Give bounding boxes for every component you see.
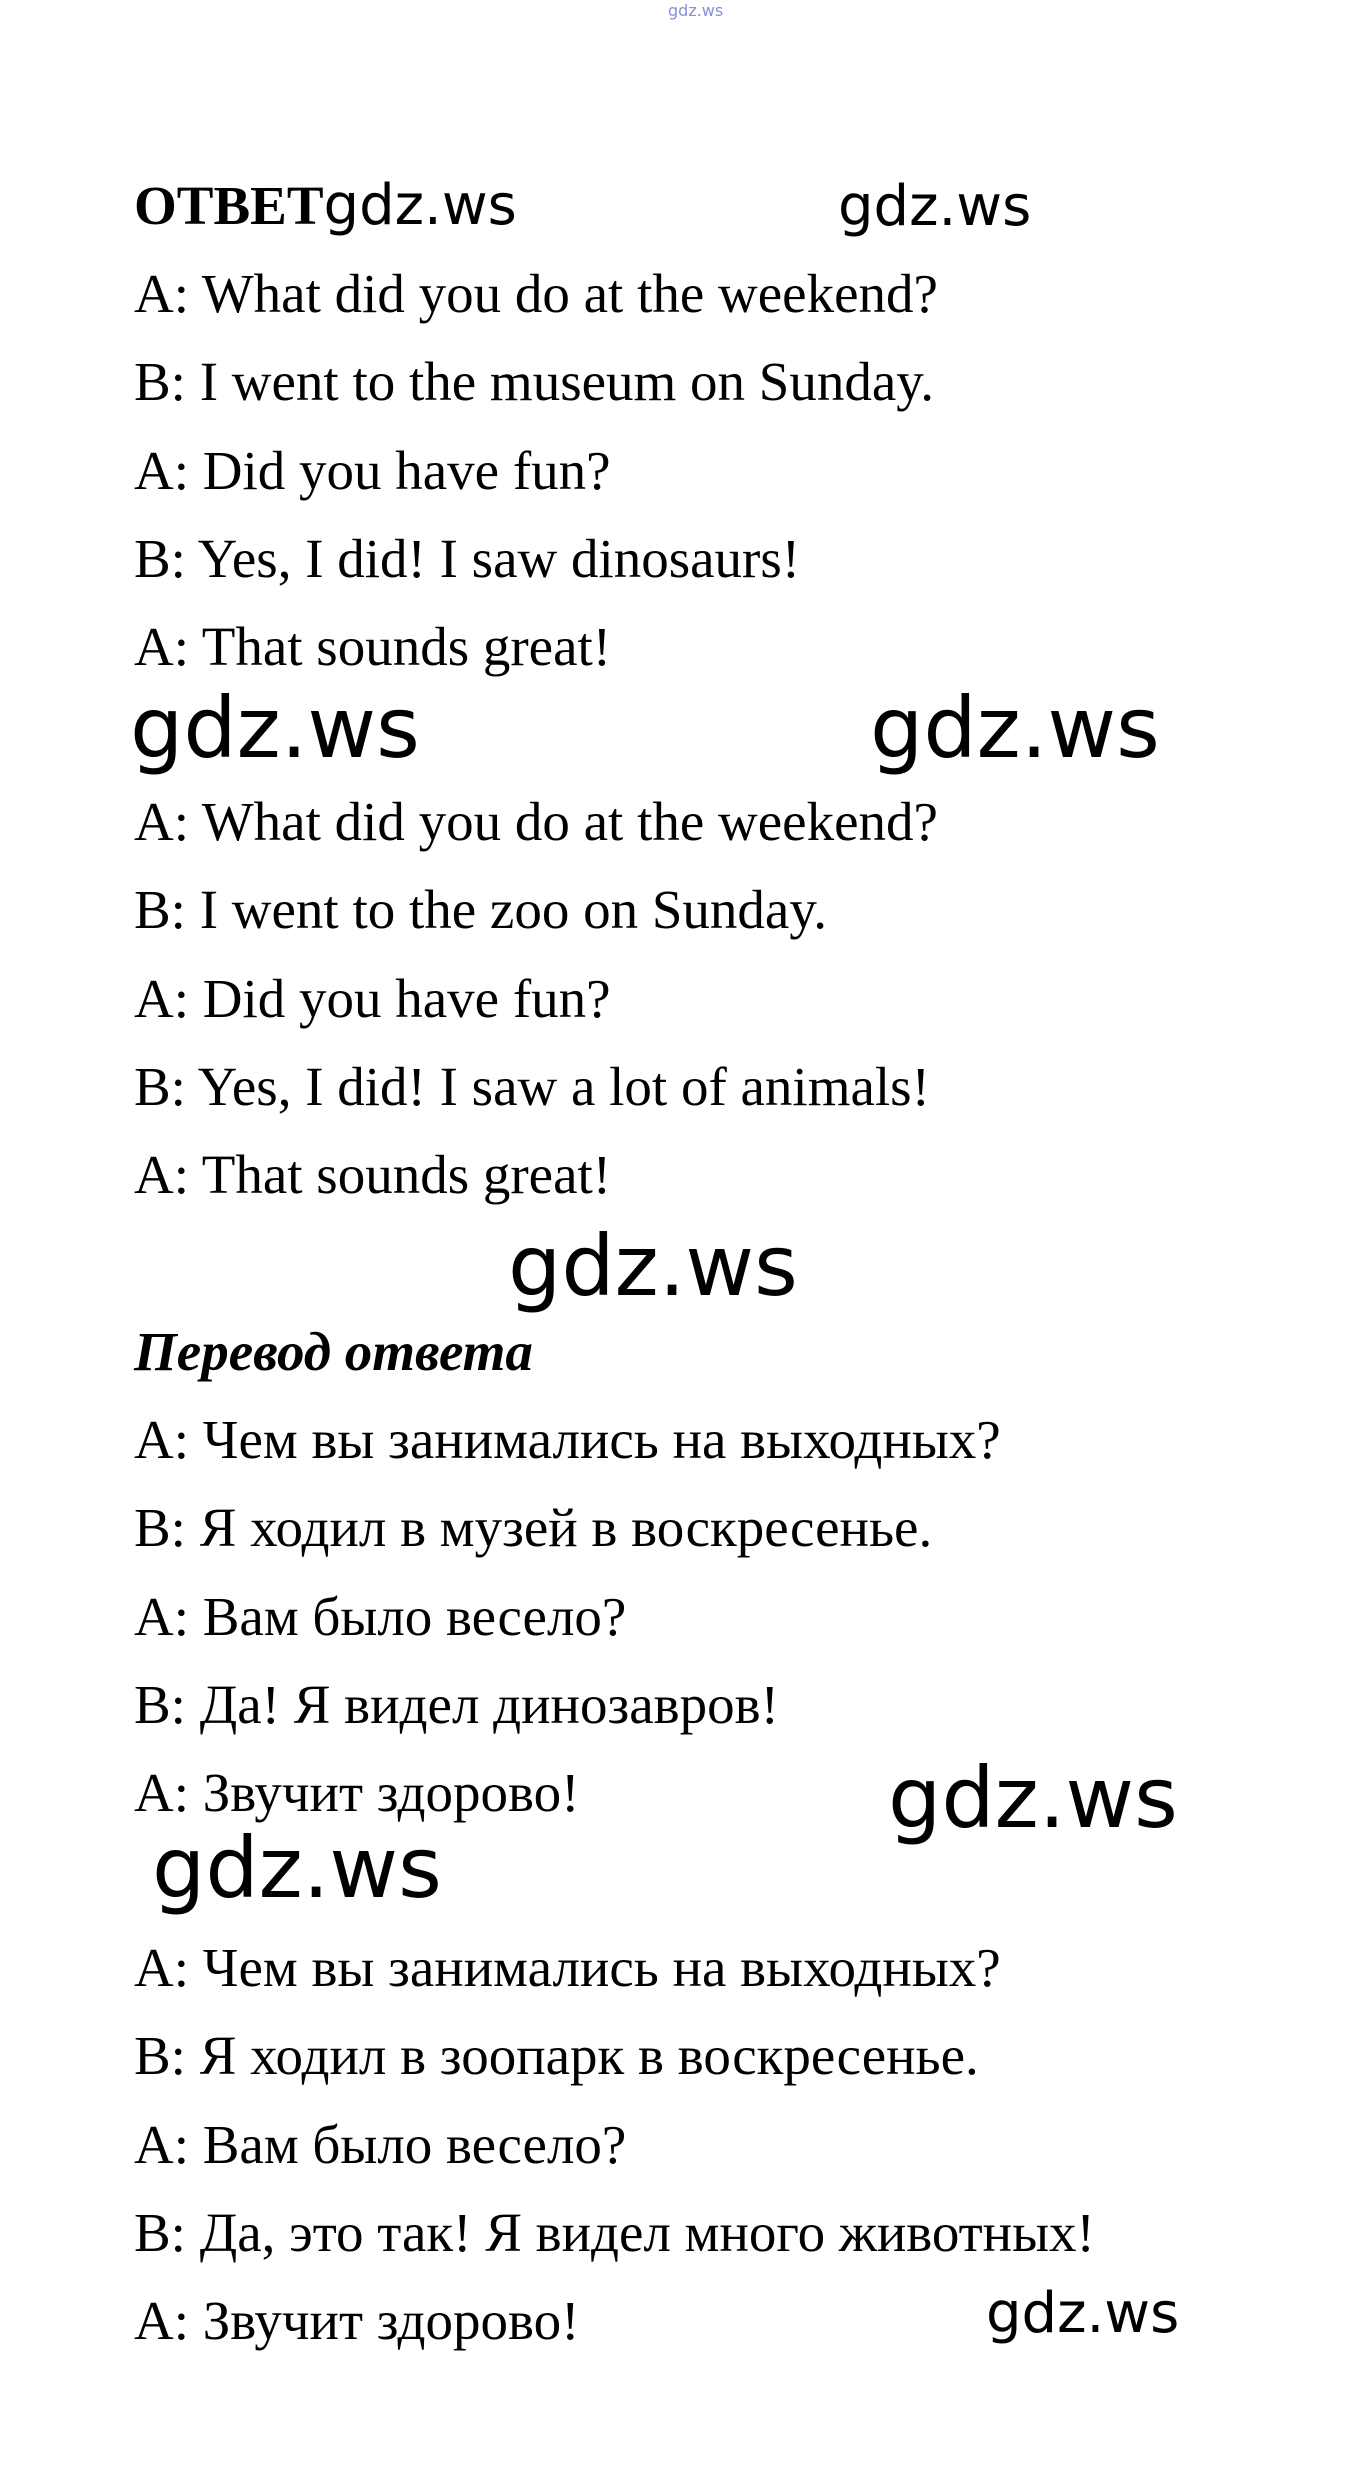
watermark: gdz.ws [986,2281,1180,2346]
dialog-line: А: Вам было весело? [134,2114,627,2175]
answer-heading-label: ОТВЕТ [134,175,324,236]
dialog-line: A: What did you do at the weekend? [134,791,938,852]
dialog-line: В: Я ходил в музей в воскресенье. [134,1497,933,1558]
dialog-line: А: Чем вы занимались на выходных? [134,1937,1001,1998]
dialog-line: A: That sounds great! [134,1144,612,1205]
dialog-line: B: I went to the museum on Sunday. [134,351,934,412]
top-watermark: gdz.ws [668,1,724,20]
dialog-line: B: Yes, I did! I saw a lot of animals! [134,1056,930,1117]
dialog-line: А: Звучит здорово! [134,1762,580,1823]
watermark: gdz.ws [888,1749,1178,1847]
watermark: gdz.ws [838,174,1032,239]
watermark: gdz.ws [152,1819,442,1917]
dialog-line: В: Да, это так! Я видел много животных! [134,2202,1095,2263]
dialog-line: A: That sounds great! [134,616,612,677]
dialog-line: A: Did you have fun? [134,968,611,1029]
dialog-line: A: What did you do at the weekend? [134,263,938,324]
dialog-line: А: Чем вы занимались на выходных? [134,1409,1001,1470]
answer-heading-watermark: gdz.ws [323,173,517,238]
dialog-line: В: Да! Я видел динозавров! [134,1674,779,1735]
dialog-line: А: Звучит здорово! [134,2290,580,2351]
watermark: gdz.ws [130,679,420,777]
dialog-line: B: I went to the zoo on Sunday. [134,879,828,940]
answer-heading [134,174,517,238]
dialog-line: B: Yes, I did! I saw dinosaurs! [134,528,801,589]
watermark: gdz.ws [508,1217,798,1315]
dialog-line: A: Did you have fun? [134,440,611,501]
dialog-line: А: Вам было весело? [134,1586,627,1647]
translation-heading: Перевод ответа [134,1321,533,1382]
watermark: gdz.ws [870,679,1160,777]
dialog-line: В: Я ходил в зоопарк в воскресенье. [134,2025,979,2086]
